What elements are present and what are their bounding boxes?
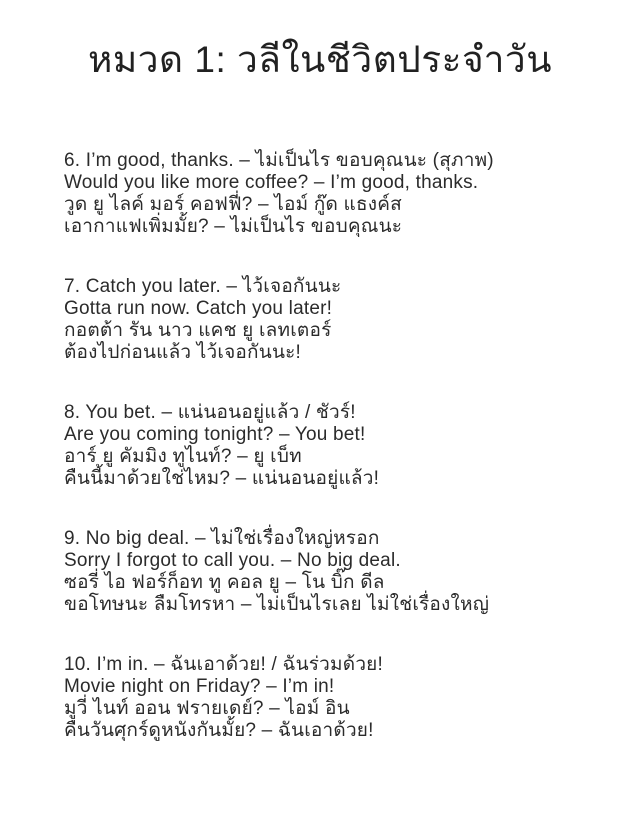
- page-title: หมวด 1: วลีในชีวิตประจำวัน: [88, 39, 552, 80]
- phrase-entry-8: [64, 402, 610, 490]
- thai-transliteration: ซอรี่ ไอ ฟอร์ก็อท ทู คอล ยู – โน บิ๊ก ดีล: [64, 572, 385, 593]
- thai-translation: คืนนี้มาด้วยใช่ไหม? – แน่นอนอยู่แล้ว!: [64, 468, 380, 489]
- phrase-headline: 10. I’m in. – ฉันเอาด้วย! / ฉันร่วมด้วย!: [64, 654, 383, 675]
- phrase-entry-7: [64, 276, 610, 364]
- example-sentence: Are you coming tonight? – You bet!: [64, 424, 366, 445]
- phrase-headline: 9. No big deal. – ไม่ใช่เรื่องใหญ่หรอก: [64, 528, 380, 549]
- phrase-headline: 7. Catch you later. – ไว้เจอกันนะ: [64, 276, 342, 297]
- phrase-headline: 8. You bet. – แน่นอนอยู่แล้ว / ชัวร์!: [64, 402, 356, 423]
- thai-translation: คืนวันศุกร์ดูหนังกันมั้ย? – ฉันเอาด้วย!: [64, 720, 374, 741]
- thai-transliteration: กอตต้า รัน นาว แคช ยู เลทเตอร์: [64, 320, 332, 341]
- thai-transliteration: อาร์ ยู คัมมิง ทูไนท์? – ยู เบ็ท: [64, 446, 302, 467]
- phrase-entry-10: [64, 654, 610, 742]
- thai-translation: ขอโทษนะ ลืมโทรหา – ไม่เป็นไรเลย ไม่ใช่เรื่องใหญ่: [64, 594, 490, 615]
- thai-transliteration: มูวี่ ไนท์ ออน ฟรายเดย์? – ไอม์ อิน: [64, 698, 350, 719]
- thai-translation: ต้องไปก่อนแล้ว ไว้เจอกันนะ!: [64, 342, 302, 363]
- phrase-entry-9: [64, 528, 610, 616]
- phrase-list: [0, 84, 640, 742]
- thai-transliteration: วูด ยู ไลค์ มอร์ คอฟฟี่? – ไอม์ กู๊ด แธงค์ส: [64, 194, 402, 215]
- example-sentence: Gotta run now. Catch you later!: [64, 298, 333, 319]
- example-sentence: Would you like more coffee? – I’m good, thanks.: [64, 172, 479, 193]
- phrase-entry-6: [64, 150, 610, 238]
- example-sentence: Sorry I forgot to call you. – No big deal.: [64, 550, 401, 571]
- example-sentence: Movie night on Friday? – I’m in!: [64, 676, 335, 697]
- thai-translation: เอากาแฟเพิ่มมั้ย? – ไม่เป็นไร ขอบคุณนะ: [64, 216, 403, 237]
- phrase-headline: 6. I’m good, thanks. – ไม่เป็นไร ขอบคุณนะ (สุภาพ): [64, 150, 494, 171]
